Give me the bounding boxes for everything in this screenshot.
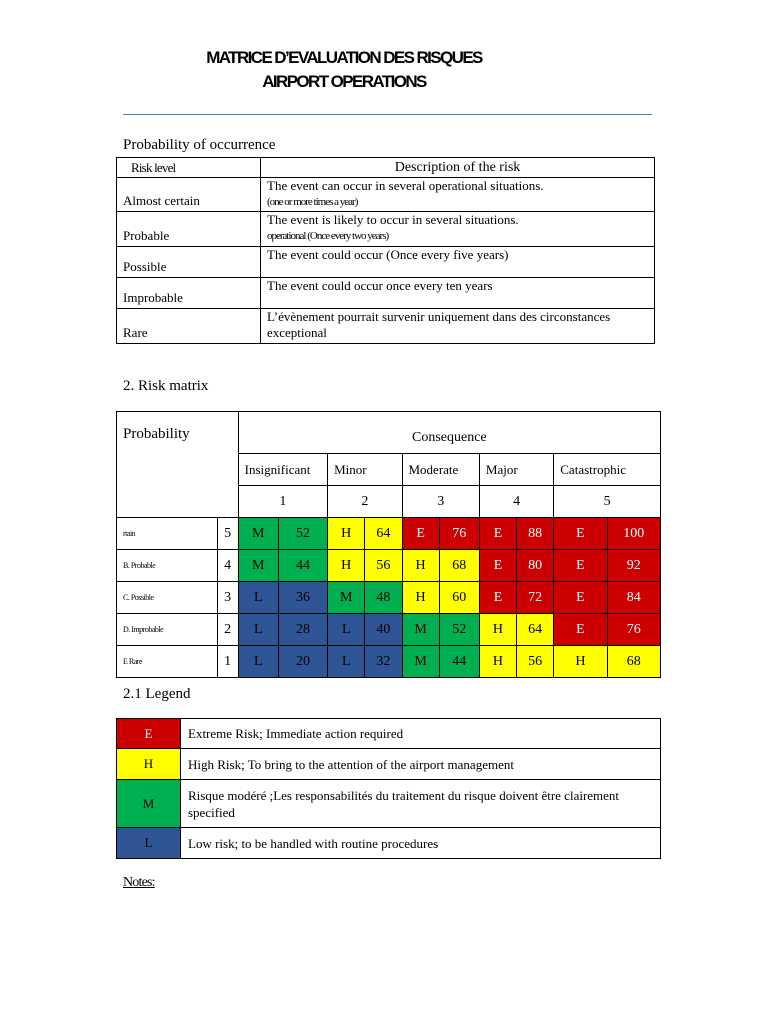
risk-score-cell: 68: [607, 646, 660, 678]
legend-text: Extreme Risk; Immediate action required: [181, 719, 661, 749]
legend-row: [117, 719, 661, 749]
consequence-name: Insignificant: [238, 454, 327, 486]
description-note: (one or more times a year): [267, 196, 358, 208]
legend-swatch: E: [117, 719, 181, 749]
risk-score-cell: 52: [439, 614, 479, 646]
probability-label: Probability: [117, 412, 239, 518]
risk-score-cell: 72: [517, 582, 554, 614]
matrix-row: [117, 582, 661, 614]
risk-code-cell: H: [402, 550, 439, 582]
document-title-line1: MATRICE D’EVALUATION DES RISQUES: [206, 48, 482, 67]
description-cell: [261, 212, 655, 247]
consequence-number: 3: [402, 486, 479, 518]
risk-code-cell: H: [328, 550, 365, 582]
risk-code-cell: E: [554, 614, 607, 646]
description-text: The event is likely to occur in several situations.: [267, 212, 519, 227]
risk-score-cell: 56: [365, 550, 402, 582]
risk-score-cell: 88: [517, 518, 554, 550]
risk-level-cell: Possible: [117, 247, 261, 278]
risk-score-cell: 48: [365, 582, 402, 614]
risk-score-cell: 52: [278, 518, 327, 550]
risk-score-cell: 84: [607, 582, 660, 614]
consequence-number: 4: [479, 486, 553, 518]
risk-code-cell: M: [238, 518, 278, 550]
risk-code-cell: L: [238, 646, 278, 678]
risk-score-cell: 80: [517, 550, 554, 582]
document-title-line2: AIRPORT OPERATIONS: [262, 72, 426, 91]
description-cell: [261, 309, 655, 344]
risk-matrix-heading: 2. Risk matrix: [123, 378, 209, 394]
consequence-name: Catastrophic: [554, 454, 661, 486]
matrix-row-label: B. Probable: [117, 550, 218, 582]
title-divider: [123, 114, 652, 115]
probability-row: [117, 247, 655, 278]
matrix-row-label: C. Possible: [117, 582, 218, 614]
col-risk-level: Risk level: [117, 158, 261, 178]
legend-row: [117, 749, 661, 780]
consequence-name: Minor: [328, 454, 402, 486]
matrix-row: [117, 518, 661, 550]
matrix-row-label: E Rare: [117, 646, 218, 678]
risk-score-cell: 92: [607, 550, 660, 582]
risk-score-cell: 60: [439, 582, 479, 614]
legend-text: High Risk; To bring to the attention of the airport management: [181, 749, 661, 780]
consequence-name: Moderate: [402, 454, 479, 486]
matrix-row-label: rtain: [117, 518, 218, 550]
legend-text: Risque modéré ;Les responsabilités du traitement du risque doivent être clairement specified: [181, 780, 661, 828]
col-description: Description of the risk: [261, 158, 655, 178]
risk-score-cell: 28: [278, 614, 327, 646]
legend-table: [116, 718, 661, 859]
risk-score-cell: 40: [365, 614, 402, 646]
risk-code-cell: H: [328, 518, 365, 550]
risk-level-cell: Probable: [117, 212, 261, 247]
risk-code-cell: M: [328, 582, 365, 614]
description-text: L’évènement pourrait survenir uniquement dans des circonstances exceptional: [267, 309, 611, 340]
risk-code-cell: L: [238, 582, 278, 614]
description-text: The event can occur in several operational situations.: [267, 178, 544, 193]
matrix-row-number: 1: [217, 646, 238, 678]
risk-score-cell: 76: [439, 518, 479, 550]
risk-code-cell: E: [479, 550, 516, 582]
risk-code-cell: L: [328, 646, 365, 678]
matrix-row-number: 2: [217, 614, 238, 646]
matrix-header-row-1: [117, 412, 661, 454]
risk-code-cell: H: [479, 614, 516, 646]
risk-code-cell: M: [238, 550, 278, 582]
table-header-row: [117, 158, 655, 178]
probability-table: [116, 157, 655, 344]
risk-code-cell: H: [554, 646, 607, 678]
consequence-number: 1: [238, 486, 327, 518]
probability-row: [117, 309, 655, 344]
risk-level-cell: Rare: [117, 309, 261, 344]
description-cell: [261, 178, 655, 212]
risk-score-cell: 64: [517, 614, 554, 646]
matrix-row-number: 5: [217, 518, 238, 550]
risk-score-cell: 100: [607, 518, 660, 550]
risk-code-cell: E: [554, 518, 607, 550]
consequence-label: Consequence: [238, 412, 660, 454]
risk-code-cell: L: [328, 614, 365, 646]
probability-heading: Probability of occurrence: [123, 137, 276, 153]
legend-swatch: M: [117, 780, 181, 828]
risk-code-cell: E: [554, 550, 607, 582]
risk-level-cell: Improbable: [117, 278, 261, 309]
risk-score-cell: 76: [607, 614, 660, 646]
matrix-row-label: D. Improbable: [117, 614, 218, 646]
legend-heading: 2.1 Legend: [123, 686, 191, 702]
risk-score-cell: 32: [365, 646, 402, 678]
description-cell: [261, 278, 655, 309]
risk-score-cell: 64: [365, 518, 402, 550]
probability-row: [117, 278, 655, 309]
risk-code-cell: H: [479, 646, 516, 678]
risk-code-cell: E: [402, 518, 439, 550]
description-text: The event could occur (Once every five years): [267, 247, 509, 262]
legend-row: [117, 828, 661, 859]
description-note: operational (Once every two years): [267, 230, 389, 242]
risk-score-cell: 20: [278, 646, 327, 678]
risk-code-cell: E: [479, 518, 516, 550]
matrix-row: [117, 550, 661, 582]
risk-score-cell: 44: [278, 550, 327, 582]
consequence-name: Major: [479, 454, 553, 486]
consequence-number: 2: [328, 486, 402, 518]
risk-score-cell: 36: [278, 582, 327, 614]
risk-code-cell: L: [238, 614, 278, 646]
description-cell: [261, 247, 655, 278]
risk-matrix-table: [116, 411, 661, 678]
risk-code-cell: E: [554, 582, 607, 614]
risk-score-cell: 68: [439, 550, 479, 582]
risk-score-cell: 56: [517, 646, 554, 678]
legend-text: Low risk; to be handled with routine procedures: [181, 828, 661, 859]
risk-code-cell: E: [479, 582, 516, 614]
matrix-row-number: 3: [217, 582, 238, 614]
matrix-row: [117, 646, 661, 678]
consequence-number: 5: [554, 486, 661, 518]
legend-swatch: L: [117, 828, 181, 859]
matrix-row-number: 4: [217, 550, 238, 582]
description-text: The event could occur once every ten years: [267, 278, 493, 293]
probability-row: [117, 212, 655, 247]
risk-score-cell: 44: [439, 646, 479, 678]
risk-code-cell: H: [402, 582, 439, 614]
probability-row: [117, 178, 655, 212]
notes-label: Notes:: [123, 875, 155, 890]
risk-code-cell: M: [402, 614, 439, 646]
risk-code-cell: M: [402, 646, 439, 678]
legend-row: [117, 780, 661, 828]
risk-level-cell: Almost certain: [117, 178, 261, 212]
legend-swatch: H: [117, 749, 181, 780]
matrix-row: [117, 614, 661, 646]
